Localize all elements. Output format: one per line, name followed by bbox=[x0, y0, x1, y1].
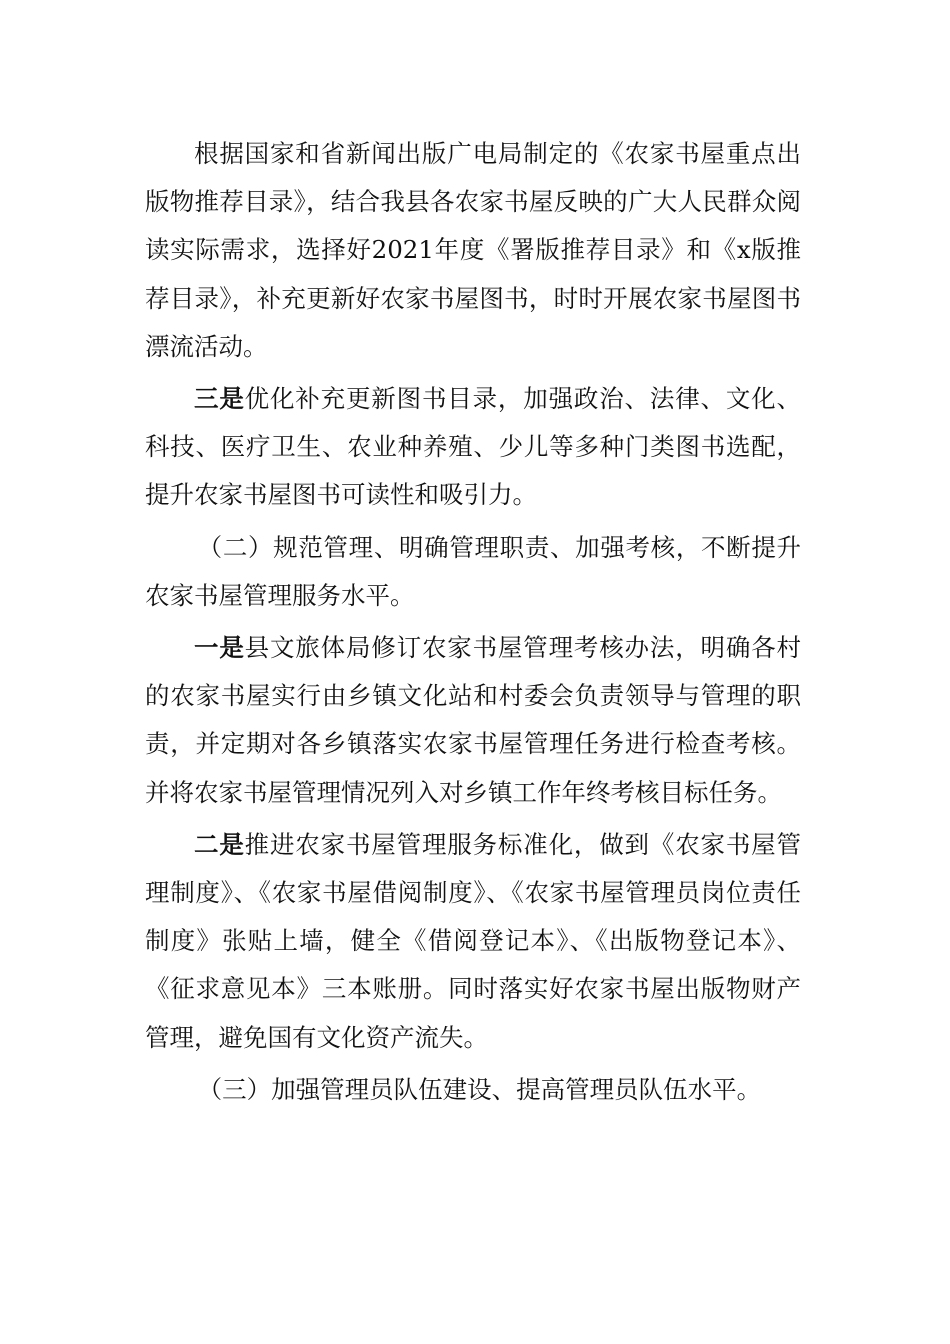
section-heading-three bbox=[145, 1066, 801, 1114]
paragraph-lead: 二是 bbox=[194, 829, 245, 859]
paragraph-point-three bbox=[145, 375, 801, 520]
paragraph-text: （二）规范管理、明确管理职责、加强考核，不断提升农家书屋管理服务水平。 bbox=[145, 532, 801, 610]
section-heading-two bbox=[145, 524, 801, 620]
paragraph-text: 推进农家书屋管理服务标准化，做到《农家书屋管理制度》、《农家书屋借阅制度》、《农家书屋管理员岗位责任制度》张贴上墙，健全《借阅登记本》、《出版物登记本》、《征求意见本》三本账册。同时落实好农家书屋出版物财产管理，避免国有文化资产流失。 bbox=[145, 829, 802, 1052]
paragraph-text: 根据国家和省新闻出版广电局制定的《农家书屋重点出版物推荐目录》，结合我县各农家书屋反映的广大人民群众阅读实际需求，选择好2021年度《署版推荐目录》和《x版推荐目录》，补充更新好农家书屋图书，时时开展农家书屋图书漂流活动。 bbox=[145, 139, 801, 361]
paragraph-lead: 一是 bbox=[194, 633, 245, 663]
paragraph-point-two bbox=[145, 821, 801, 1062]
paragraph-lead: 三是 bbox=[194, 384, 245, 414]
paragraph-point-one bbox=[145, 624, 801, 817]
paragraph-text: 县文旅体局修订农家书屋管理考核办法，明确各村的农家书屋实行由乡镇文化站和村委会负责领导与管理的职责，并定期对各乡镇落实农家书屋管理任务进行检查考核。并将农家书屋管理情况列入对乡镇工作年终考核目标任务。 bbox=[145, 633, 802, 807]
paragraph-recommended-catalog bbox=[145, 130, 801, 371]
paragraph-text: （三）加强管理员队伍建设、提高管理员队伍水平。 bbox=[197, 1074, 762, 1104]
paragraph-text: 优化补充更新图书目录，加强政治、法律、文化、科技、医疗卫生、农业种养殖、少儿等多种门类图书选配，提升农家书屋图书可读性和吸引力。 bbox=[145, 384, 802, 510]
document-page bbox=[145, 130, 801, 1114]
